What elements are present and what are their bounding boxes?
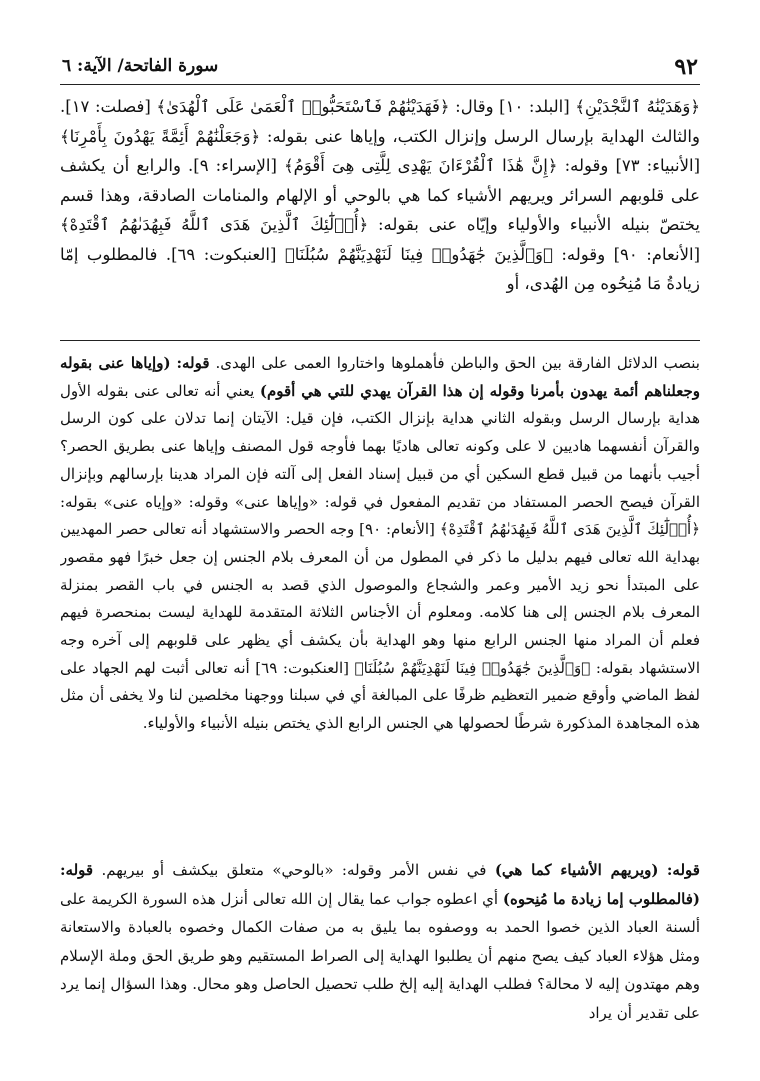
footnote-separator — [60, 340, 700, 341]
commentary-block-2 — [60, 856, 700, 1056]
commentary-label-3: قوله: — [60, 861, 94, 879]
main-text-block — [60, 92, 700, 328]
commentary-quote-3: (فالمطلوب إما زيادة ما مُنِحوه) — [502, 889, 700, 908]
commentary-body-2: في نفس الأمر وقوله: «بالوحي» متعلق بيكشف أو بيريهم. — [101, 861, 487, 879]
commentary-paragraph-1 — [60, 350, 700, 738]
page-header — [60, 44, 700, 85]
commentary-text: بنصب الدلائل الفارقة بين الحق والباطن فأهملوها واختاروا العمى على الهدى. — [215, 354, 700, 372]
surah-title: سورة الفاتحة/ الآية: ٦ — [62, 56, 219, 76]
commentary-body-3: أي اعطوه جواب عما يقال إن الله تعالى أنزل هذه السورة الكريمة على ألسنة العباد الذين خصوا الحمد به ووصفوه بما يليق به من صفات الكمال وخصوه بالعبادة والاستعانة ومثل هؤلاء العباد كيف يصح منهم أن يطلبوا الهداية إلى الصراط المستقيم وهو طريق الحق وملة الإسلام وهم مهتدون إليه لا محالة؟ فطلب الهداية إليه إلخ طلب تحصيل الحاصل وهو محال. وهذا السؤال إنما يرد على تقدير أن يراد — [60, 889, 700, 1022]
page-number: ٩٢ — [674, 54, 698, 80]
main-paragraph: ﴿وَهَدَيْنَٰهُ ٱلنَّجْدَيْنِ﴾ [البلد: ١٠] وقال: ﴿فَهَدَيْنَٰهُمْ فَٱسْتَحَبُّوا۟ ٱلْعَمَىٰ عَلَى ٱلْهُدَىٰ﴾ [فصلت: ١٧]. والثالث الهداية بإرسال الرسل وإنزال الكتب، وإياها عنى بقوله: ﴿وَجَعَلْنَٰهُمْ أَئِمَّةً يَهْدُونَ بِأَمْرِنَا﴾ [الأنبياء: ٧٣] وقوله: ﴿إِنَّ هَٰذَا ٱلْقُرْءَانَ يَهْدِى لِلَّتِى هِىَ أَقْوَمُ﴾ [الإسراء: ٩]. والرابع أن يكشف على قلوبهم السرائر ويريهم الأشياء كما هي بالوحي أو الإلهام والمنامات الصادقة، وهذا قسم يختصّ بنيله الأنبياء والأولياء وإيّاه عنى بقوله: ﴿أُو۟لَٰٓئِكَ ٱلَّذِينَ هَدَى ٱللَّهُ فَبِهُدَىٰهُمُ ٱقْتَدِهْ﴾ [الأنعام: ٩٠] وقوله: ﴿وَٱلَّذِينَ جَٰهَدُوا۟ فِينَا لَنَهْدِيَنَّهُمْ سُبُلَنَا﴾ [العنبكوت: ٦٩]. فالمطلوب إمّا زيادةُ مَا مُنِحُوه مِن الهُدى، أو — [60, 97, 700, 293]
commentary-quote: (وإياها عنى بقوله وجعلناهم أئمة يهدون بأمرنا وقوله إن هذا القرآن يهدي للتي هي أقوم) — [60, 354, 700, 400]
commentary-body: يعني أنه تعالى عنى بقوله الأول هداية بإرسال الرسل وبقوله الثاني هداية بإنزال الكتب، فإن قيل: الآيتان إنما تدلان على كون الرسل والقرآن أنفسهما هاديين لا على وكونه تعالى هاديًا بهما فأوجه قول المصنف وإياها عنى بطريق الحصر؟ أجيب بأنهما من قبيل قطع السكين أي من قبيل إسناد الفعل إلى آلته فإن المراد هدينا بإرسالهم وبإنزال القرآن فيصح الحصر المستفاد من تقديم المفعول في قوله: «وإياها عنى» وقوله: «وإياه عنى» بقوله: ﴿أُو۟لَٰٓئِكَ ٱلَّذِينَ هَدَى ٱللَّهُ فَبِهُدَىٰهُمُ ٱقْتَدِهْ﴾ [الأنعام: ٩٠] وجه الحصر والاستشهاد أنه تعالى حصر المهديين بهداية الله تعالى فيهم بدليل ما ذكر في المطول من أن المعرف بلام الجنس إن جعل خبرًا فهو مقصور على المبتدأ نحو زيد الأمير وعمر والشجاع والموصول الذي قصد به الجنس في باب القصر بمنزلة المعرف بلام الجنس إلى هنا كلامه. ومعلوم أن الأجناس الثلاثة المتقدمة للهداية ليست بمنحصرة فيهم فعلم أن المراد منها الجنس الرابع منها وهو الهداية بأن يكشف أي يظهر على قلوبهم إلى آخره وجه الاستشهاد بقوله: ﴿وَٱلَّذِينَ جَٰهَدُوا۟ فِينَا لَنَهْدِيَنَّهُمْ سُبُلَنَا﴾ [العنكبوت: ٦٩] أنه تعالى أثبت لهم الجهاد على لفظ الماضي وأوقع ضمير التعظيم ظرفًا على المبالغة أي في سبلنا ووجهنا مخلصين لنا ولا يخفى أن مثل هذه المجاهدة المذكورة شرطًا لحصولها هي الجنس الرابع الذي يختص بنيله الأنبياء والأولياء. — [60, 381, 700, 733]
commentary-paragraph-2 — [60, 856, 700, 1027]
commentary-label-2: قوله: — [666, 861, 700, 879]
commentary-label: قوله: — [176, 354, 210, 372]
commentary-quote-2: (ويريهم الأشياء كما هي) — [494, 861, 659, 879]
commentary-block — [60, 350, 700, 850]
